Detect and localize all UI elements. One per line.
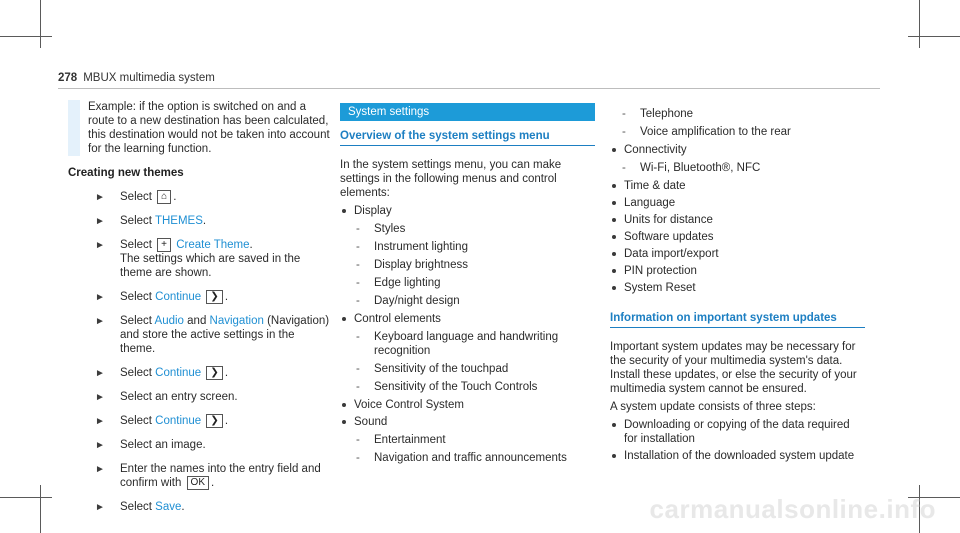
- bullet-icon: [612, 235, 616, 239]
- dash-icon: -: [356, 331, 360, 343]
- sub-item: - Sensitivity of the Touch Controls: [356, 381, 538, 393]
- list-item: PIN protection: [610, 264, 865, 278]
- left-column: [68, 100, 330, 524]
- step-8: ► Select Continue ❯ .: [95, 415, 229, 427]
- step-arrow-icon: ►: [95, 292, 105, 303]
- step-3: ► Select + Create Theme. The settings which are saved in the theme are shown.: [68, 238, 330, 280]
- dash-icon: -: [622, 126, 626, 138]
- continue-link[interactable]: Continue: [155, 291, 202, 303]
- updates-subheading: Information on important system updates: [610, 311, 865, 328]
- step-11: ► Select Save.: [95, 501, 185, 513]
- crop-mark: [919, 0, 920, 48]
- bullet-icon: [612, 423, 616, 427]
- example-bar: [68, 100, 80, 156]
- step-arrow-icon: ►: [95, 464, 105, 475]
- sub-item: - Telephone: [622, 108, 694, 120]
- example-text: Example: if the option is switched on and a route to a new destination has been calculated, this destination would not be taken into account for the learning function.: [88, 101, 330, 155]
- intro-text: In the system settings menu, you can make settings in the following menus and control elements:: [340, 159, 562, 199]
- chevron-right-icon: ❯: [206, 366, 222, 380]
- step-arrow-icon: ►: [95, 192, 105, 203]
- bullet-icon: [612, 252, 616, 256]
- chevron-right-icon: ❯: [206, 414, 222, 428]
- save-link[interactable]: Save: [155, 501, 182, 513]
- list-item: Sound: [340, 415, 595, 429]
- ok-icon: OK: [187, 476, 209, 490]
- list-item: Display: [340, 204, 595, 218]
- list-item: Data import/export: [610, 247, 865, 261]
- bullet-icon: [612, 218, 616, 222]
- list-item: Installation of the downloaded system update: [610, 449, 865, 463]
- dash-icon: -: [356, 452, 360, 464]
- crop-mark: [908, 36, 960, 37]
- section-banner: System settings: [340, 103, 595, 121]
- continue-link[interactable]: Continue: [155, 415, 202, 427]
- page-header: [58, 72, 215, 84]
- step-arrow-icon: ►: [95, 440, 105, 451]
- sub-item: - Display brightness: [356, 259, 468, 271]
- sub-item: - Keyboard language and handwriting recognition: [356, 331, 559, 357]
- sub-item: - Sensitivity of the touchpad: [356, 363, 509, 375]
- sub-item: - Instrument lighting: [356, 241, 468, 253]
- header-rule: [58, 88, 880, 89]
- list-item: Software updates: [610, 230, 865, 244]
- create-theme-link[interactable]: Create Theme: [176, 239, 250, 251]
- updates-steps-intro: A system update consists of three steps:: [610, 401, 816, 413]
- example-note: [68, 100, 330, 156]
- crop-mark: [0, 36, 52, 37]
- sub-item: - Entertainment: [356, 434, 446, 446]
- sub-item: - Styles: [356, 223, 406, 235]
- audio-link[interactable]: Audio: [154, 315, 184, 327]
- crop-mark: [40, 0, 41, 48]
- page-number: 278: [58, 72, 78, 84]
- list-item: System Reset: [610, 281, 865, 295]
- bullet-icon: [612, 148, 616, 152]
- dash-icon: -: [356, 295, 360, 307]
- dash-icon: -: [356, 363, 360, 375]
- step-4: ► Select Continue ❯ .: [95, 291, 229, 303]
- dash-icon: -: [356, 277, 360, 289]
- watermark: carmanualsonline.info: [649, 494, 936, 524]
- plus-icon: +: [157, 238, 171, 252]
- right-column: [610, 103, 865, 466]
- page-header-title: MBUX multimedia system: [83, 72, 215, 84]
- step-6: ► Select Continue ❯ .: [95, 367, 229, 379]
- middle-column: [340, 103, 595, 469]
- crop-mark: [40, 485, 41, 533]
- crop-mark: [0, 497, 52, 498]
- bullet-icon: [342, 317, 346, 321]
- bullet-icon: [342, 209, 346, 213]
- bullet-icon: [612, 454, 616, 458]
- dash-icon: -: [356, 381, 360, 393]
- dash-icon: -: [622, 108, 626, 120]
- step-1: ► Select ⌂ .: [95, 191, 177, 203]
- navigation-link[interactable]: Navigation: [209, 315, 264, 327]
- dash-icon: -: [356, 259, 360, 271]
- step-arrow-icon: ►: [95, 502, 105, 513]
- sub-item: - Wi-Fi, Bluetooth®, NFC: [622, 162, 761, 174]
- bullet-icon: [612, 184, 616, 188]
- bullet-icon: [342, 403, 346, 407]
- list-item: Language: [610, 196, 865, 210]
- step-arrow-icon: ►: [95, 316, 105, 327]
- overview-subheading: Overview of the system settings menu: [340, 129, 595, 146]
- bullet-icon: [612, 201, 616, 205]
- step-5: ► Select Audio and Navigation (Navigation) and store the active settings in the theme.: [95, 315, 330, 355]
- bullet-icon: [612, 269, 616, 273]
- list-item: Control elements: [340, 312, 595, 326]
- themes-link[interactable]: THEMES: [154, 215, 203, 227]
- step-3-detail: The settings which are saved in the theme are shown.: [120, 253, 301, 279]
- bullet-icon: [342, 420, 346, 424]
- sub-item: - Day/night design: [356, 295, 460, 307]
- step-9: ► Select an image.: [95, 439, 206, 451]
- step-10: ► Enter the names into the entry field and confirm with OK .: [95, 463, 321, 489]
- step-arrow-icon: ►: [95, 216, 105, 227]
- list-item: Units for distance: [610, 213, 865, 227]
- updates-paragraph: Important system updates may be necessary for the security of your multimedia system's data. Install these updates, or else the security of your multimedia system cannot be ensured.: [610, 341, 857, 395]
- step-arrow-icon: ►: [95, 416, 105, 427]
- list-item: Time & date: [610, 179, 865, 193]
- list-item: Connectivity: [610, 143, 865, 157]
- sound-continued: [610, 107, 865, 139]
- sub-item: - Navigation and traffic announcements: [356, 452, 567, 464]
- bullet-icon: [612, 286, 616, 290]
- sub-item: - Voice amplification to the rear: [622, 126, 791, 138]
- step-arrow-icon: ►: [95, 240, 105, 251]
- connectivity-sub: [610, 161, 865, 175]
- sub-item: - Edge lighting: [356, 277, 441, 289]
- dash-icon: -: [622, 162, 626, 174]
- list-item: Voice Control System: [340, 398, 595, 412]
- step-arrow-icon: ►: [95, 392, 105, 403]
- home-icon: ⌂: [157, 190, 171, 204]
- step-arrow-icon: ►: [95, 368, 105, 379]
- step-2: ► Select THEMES.: [95, 215, 207, 227]
- section-heading-creating-themes: Creating new themes: [68, 167, 184, 179]
- dash-icon: -: [356, 241, 360, 253]
- list-item: Downloading or copying of the data required for installation: [610, 418, 865, 446]
- dash-icon: -: [356, 434, 360, 446]
- chevron-right-icon: ❯: [206, 290, 222, 304]
- dash-icon: -: [356, 223, 360, 235]
- step-7: ► Select an entry screen.: [95, 391, 238, 403]
- continue-link[interactable]: Continue: [155, 367, 202, 379]
